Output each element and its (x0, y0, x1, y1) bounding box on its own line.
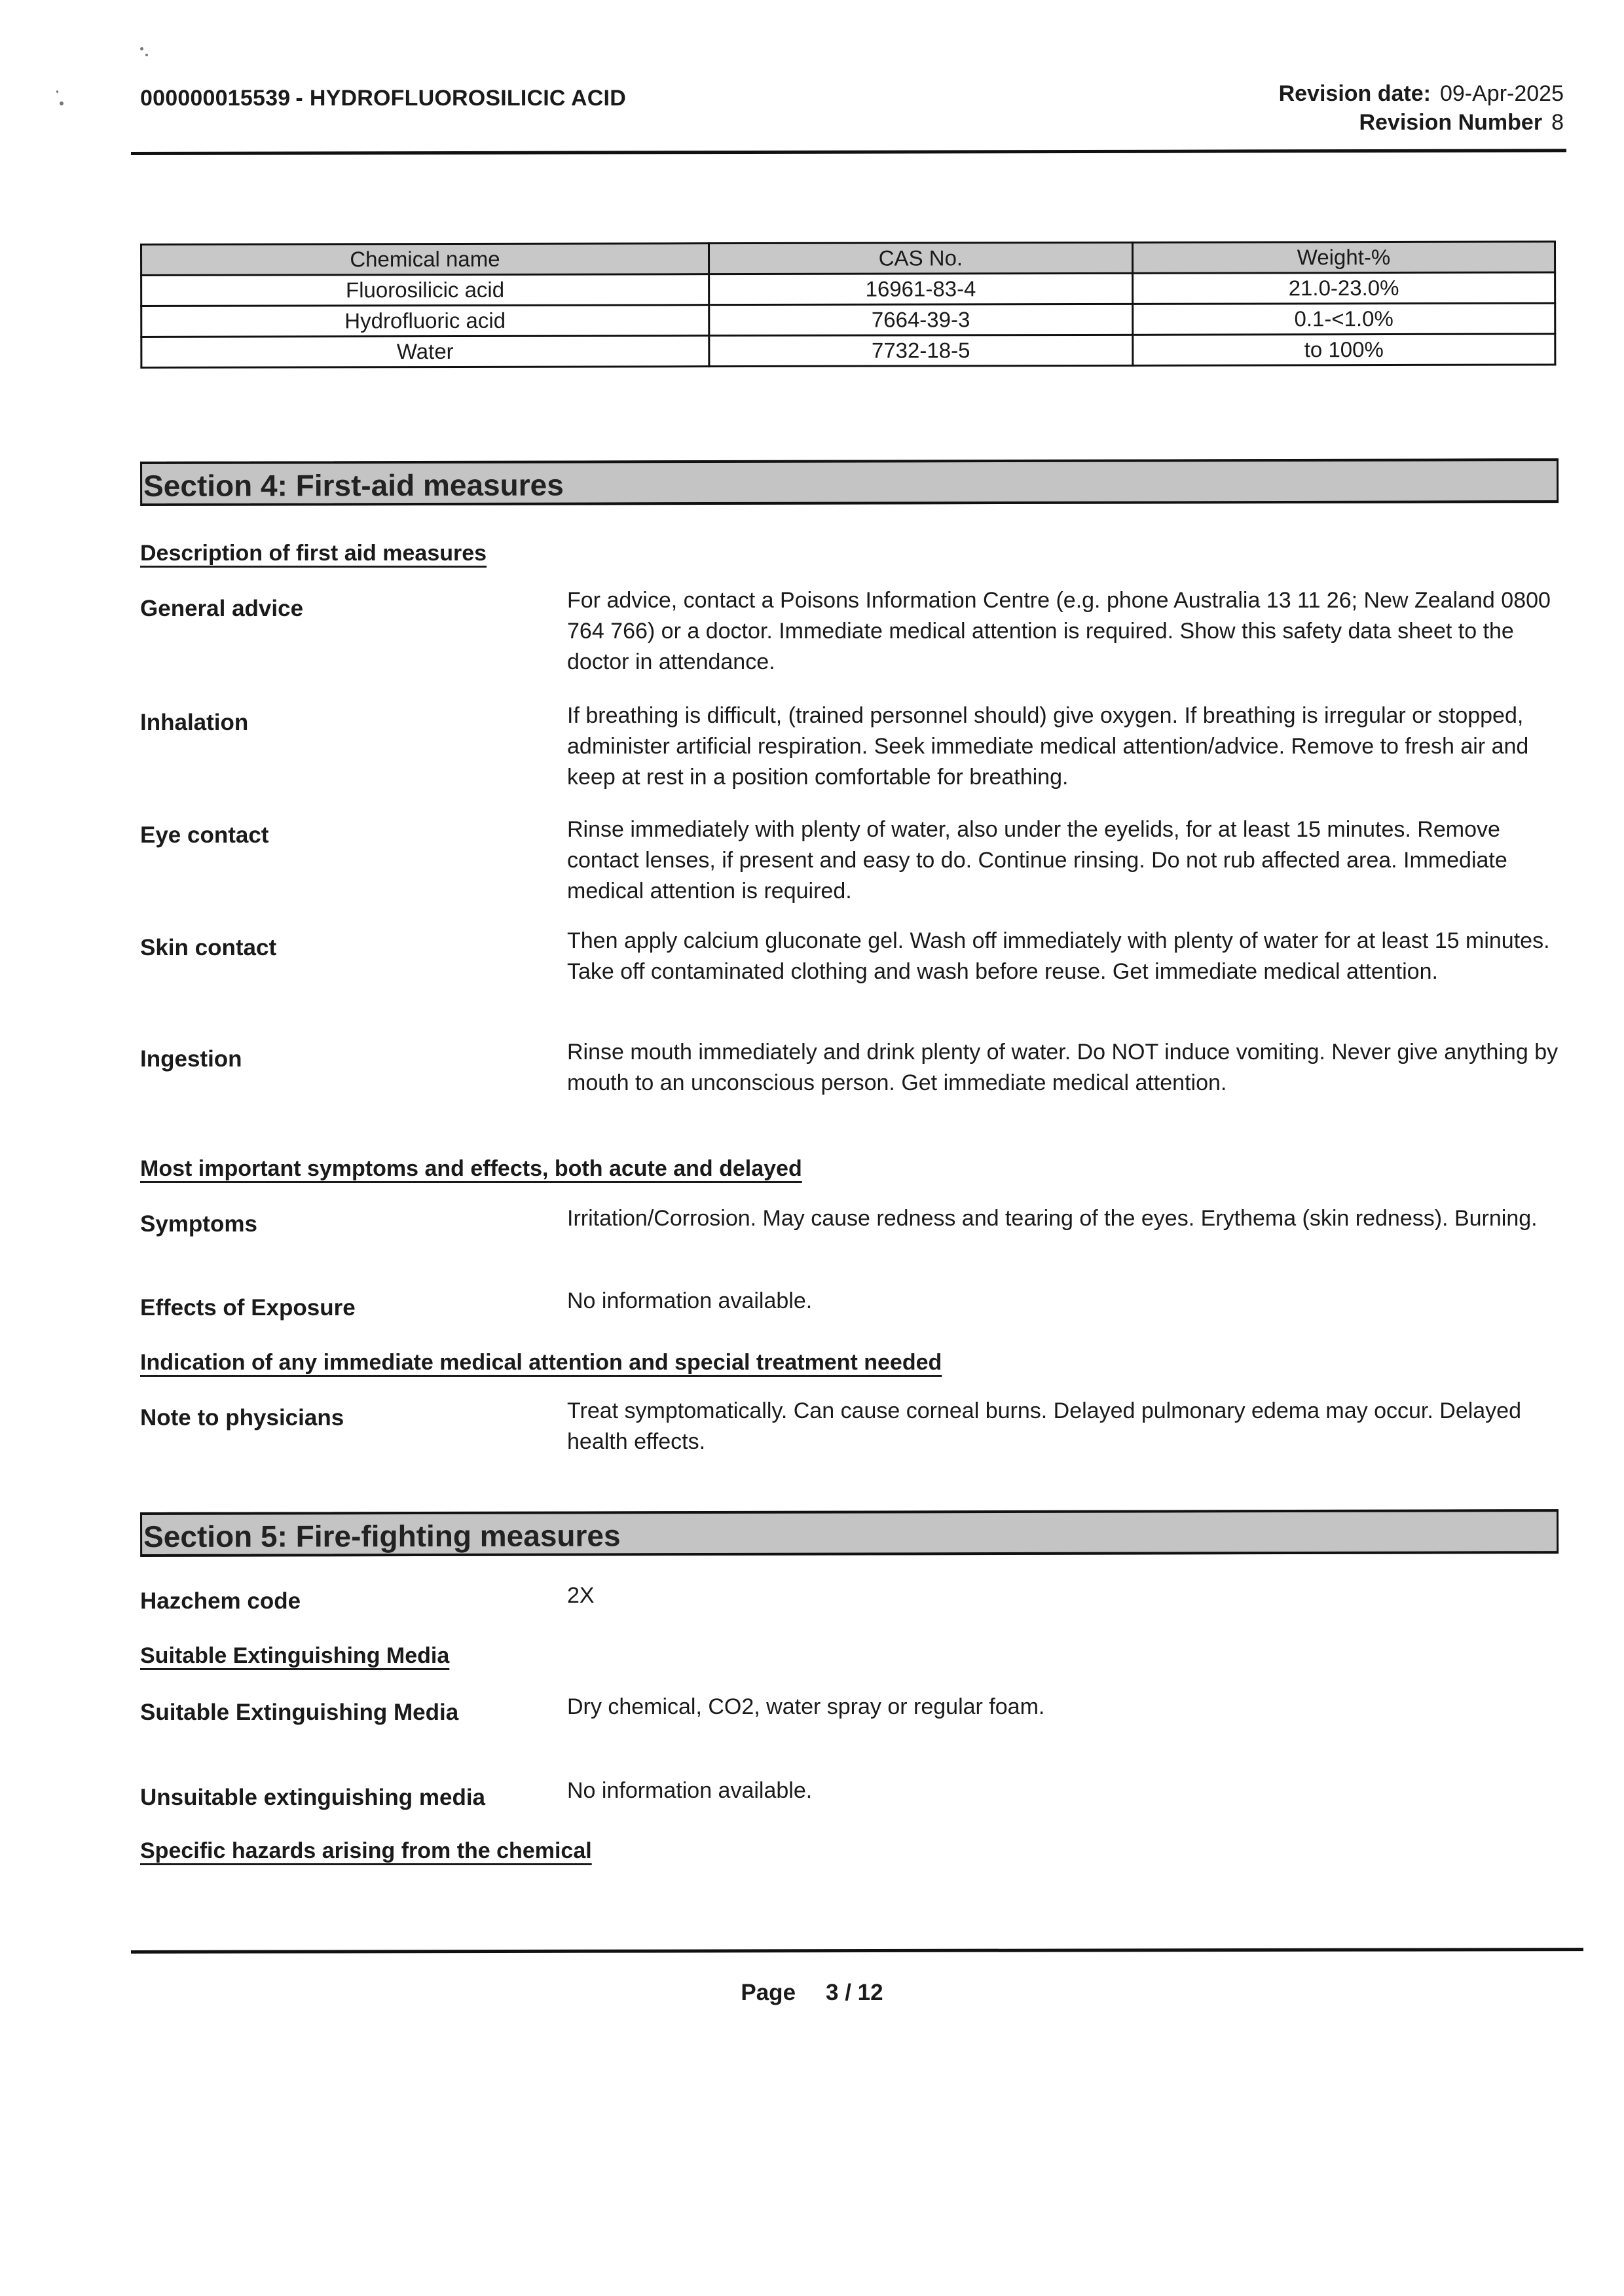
composition-table (140, 240, 1556, 369)
note-to-physicians-text: Treat symptomatically. Can cause corneal burns. Delayed pulmonary edema may occur. Delayed health effects. (567, 1398, 1522, 1454)
column-header-chemical-name: Chemical name (141, 244, 709, 276)
hazchem-code-value: 2X (567, 1583, 595, 1608)
table-row (141, 303, 1555, 337)
weight-cell: 21.0-23.0% (1132, 272, 1555, 304)
note-to-physicians-label: Note to physicians (140, 1405, 344, 1430)
section-4-title: Section 4: First-aid measures (143, 467, 564, 503)
cas-no-cell: 7664-39-3 (709, 304, 1133, 335)
page-label: Page (741, 1980, 796, 2005)
header-separator: - (295, 86, 303, 111)
revision-number-value: 8 (1551, 110, 1564, 135)
inhalation-label: Inhalation (140, 710, 249, 735)
unsuitable-media-value: No information available. (567, 1778, 813, 1803)
suitable-media-label: Suitable Extinguishing Media (140, 1700, 459, 1725)
chemical-name-cell: Water (141, 336, 709, 368)
scan-speck (60, 101, 64, 105)
eye-contact-label: Eye contact (140, 822, 269, 848)
page-number: 3 / 12 (826, 1980, 883, 2005)
table-row (141, 334, 1555, 368)
suitable-media-value: Dry chemical, CO2, water spray or regular foam. (567, 1694, 1045, 1719)
revision-number-label: Revision Number (1359, 110, 1543, 135)
inhalation-text: If breathing is difficult, (trained personnel should) give oxygen. If breathing is irregular or stopped, administer artificial respiration. Seek immediate medical attention/advice. Remove to fresh air and keep at rest in a position comfortable for breathing. (567, 703, 1529, 790)
revision-info (1279, 79, 1564, 137)
product-name: HYDROFLUOROSILICIC ACID (309, 86, 626, 111)
indication-heading: Indication of any immediate medical attention and special treatment needed (140, 1350, 942, 1375)
skin-contact-label: Skin contact (140, 935, 277, 960)
revision-number-row (1279, 108, 1564, 137)
effects-of-exposure-label: Effects of Exposure (140, 1295, 356, 1321)
scan-speck (140, 47, 143, 50)
chemical-name-cell: Hydrofluoric acid (141, 305, 709, 337)
section-5-banner (140, 1509, 1559, 1557)
effects-of-exposure-text: No information available. (567, 1288, 813, 1313)
symptoms-heading: Most important symptoms and effects, both acute and delayed (140, 1156, 802, 1181)
document-header-title (140, 86, 626, 111)
page-footer (0, 1980, 1624, 2006)
ingestion-label: Ingestion (140, 1046, 242, 1072)
weight-cell: 0.1-<1.0% (1133, 303, 1555, 335)
symptoms-text: Irritation/Corrosion. May cause redness and tearing of the eyes. Erythema (skin redness). Burning. (567, 1206, 1538, 1231)
suitable-media-heading: Suitable Extinguishing Media (140, 1643, 450, 1668)
scan-speck (145, 54, 148, 56)
weight-cell: to 100% (1133, 334, 1555, 365)
column-header-cas-no: CAS No. (709, 242, 1132, 274)
cas-no-cell: 16961-83-4 (709, 273, 1132, 304)
cas-no-cell: 7732-18-5 (709, 335, 1133, 366)
revision-date-row (1279, 79, 1564, 108)
column-header-weight: Weight-% (1132, 242, 1555, 273)
table-row (141, 272, 1555, 306)
footer-divider (131, 1948, 1583, 1954)
header-divider (131, 149, 1566, 155)
revision-date-value: 09-Apr-2025 (1439, 81, 1564, 106)
ingestion-text: Rinse mouth immediately and drink plenty of water. Do NOT induce vomiting. Never give anything by mouth to an unconscious person. Get immediate medical attention. (567, 1040, 1559, 1095)
chemical-name-cell: Fluorosilicic acid (141, 274, 709, 306)
description-heading: Description of first aid measures (140, 541, 487, 566)
section-5-title: Section 5: Fire-fighting measures (143, 1518, 621, 1554)
skin-contact-text: Then apply calcium gluconate gel. Wash off immediately with plenty of water for at least 15 minutes. Take off contaminated clothing and wash before reuse. Get immediate medical attention. (567, 928, 1550, 984)
general-advice-label: General advice (140, 596, 304, 621)
eye-contact-text: Rinse immediately with plenty of water, also under the eyelids, for at least 15 minutes. Remove contact lenses, if present and easy to do. Continue rinsing. Do not rub affected area. Immediate medical attention is required. (567, 817, 1507, 903)
symptoms-label: Symptoms (140, 1211, 257, 1237)
hazchem-code-label: Hazchem code (140, 1588, 301, 1614)
general-advice-text: For advice, contact a Poisons Information Centre (e.g. phone Australia 13 11 26; New Zealand 0800 764 766) or a doctor. Immediate medical attention is required. Show this safety data sheet to the doctor in attendance. (567, 588, 1551, 674)
table-header-row (141, 242, 1555, 276)
unsuitable-media-label: Unsuitable extinguishing media (140, 1785, 486, 1810)
scan-speck (56, 90, 58, 93)
document-id: 000000015539 (140, 86, 291, 111)
section-4-banner (140, 458, 1559, 506)
specific-hazards-heading: Specific hazards arising from the chemical (140, 1838, 592, 1863)
revision-date-label: Revision date: (1278, 81, 1431, 106)
